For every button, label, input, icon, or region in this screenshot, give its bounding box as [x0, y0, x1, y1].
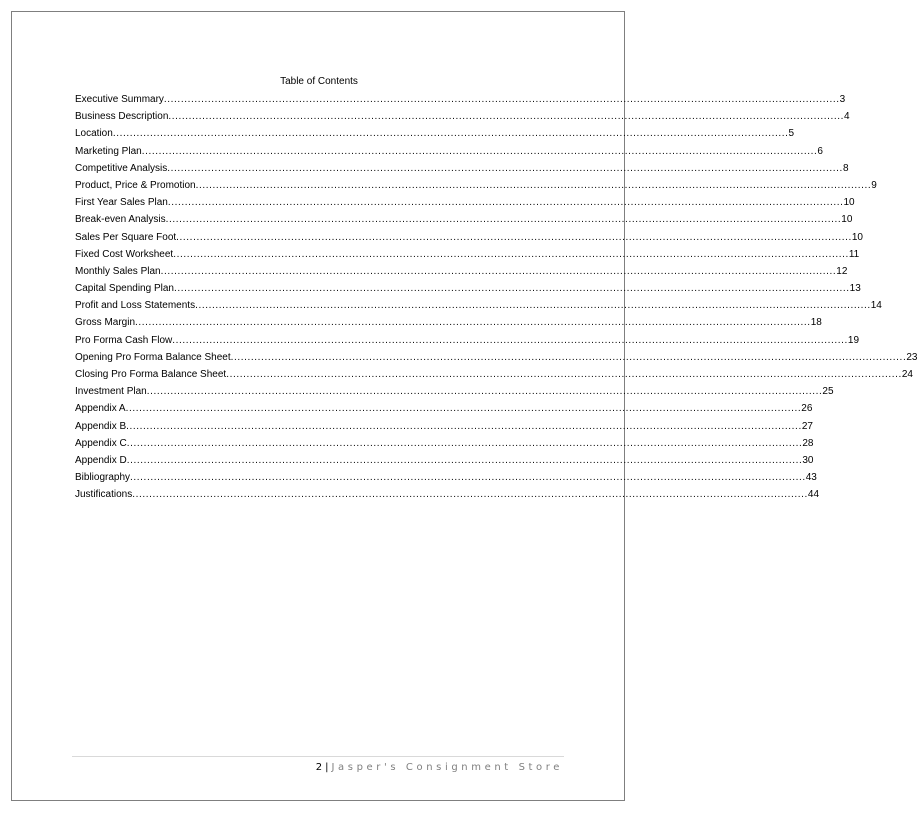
toc-entry-label: Break-even Analysis: [75, 214, 166, 226]
toc-entry-label: Sales Per Square Foot: [75, 231, 177, 243]
toc-leader-dots: ........................................................................................................................................................................................................: [125, 403, 802, 415]
toc-entry[interactable]: [75, 351, 917, 369]
toc-entry-label: Capital Spending Plan: [75, 283, 174, 295]
toc-entry-label: Executive Summary: [75, 94, 164, 105]
toc-entry-label: Gross Margin: [75, 317, 136, 329]
toc-leader-dots: ........................................................................................................................................................................................................: [126, 454, 803, 466]
toc-leader-dots: ........................................................................................................................................................................................................: [112, 128, 789, 140]
toc-entry[interactable]: [75, 489, 820, 506]
toc-entry-page: 10: [851, 231, 863, 243]
toc-leader-dots: ........................................................................................................................................................................................................: [168, 111, 845, 123]
toc-entry-page: 27: [801, 420, 813, 432]
toc-entry-page: 5: [788, 128, 795, 140]
toc-entry[interactable]: [75, 386, 834, 403]
toc-leader-dots: ........................................................................................................................................................................................................: [163, 94, 840, 105]
toc-entry[interactable]: [75, 94, 846, 111]
toc-title: Table of Contents: [280, 76, 358, 87]
footer-rule: [72, 756, 564, 757]
toc-leader-dots: ........................................................................................................................................................................................................: [195, 300, 871, 312]
toc-entry-label: Bibliography: [75, 472, 131, 484]
toc-entry[interactable]: [75, 420, 813, 438]
toc-entry[interactable]: [75, 300, 882, 317]
toc-entry-page: 44: [807, 489, 820, 501]
toc-entry[interactable]: [75, 231, 863, 249]
toc-entry-page: 28: [802, 437, 814, 449]
toc-entry[interactable]: [75, 197, 855, 214]
toc-leader-dots: ........................................................................................................................................................................................................: [130, 472, 806, 484]
toc-entry-page: 12: [836, 265, 848, 277]
toc-entry[interactable]: [75, 214, 853, 231]
toc-entry[interactable]: [75, 128, 795, 145]
toc-entry-label: First Year Sales Plan: [75, 197, 168, 209]
toc-entry-page: 24: [901, 369, 913, 380]
toc-entry[interactable]: [75, 334, 860, 352]
toc-entry-label: Justifications: [75, 489, 133, 501]
toc-entry-page: 43: [805, 472, 817, 484]
toc-leader-dots: ........................................................................................................................................................................................................: [172, 334, 848, 346]
toc-entry-page: 26: [801, 403, 813, 415]
toc-entry-label: Appendix C: [75, 437, 127, 449]
toc-entry-page: 30: [802, 454, 814, 466]
toc-leader-dots: ........................................................................................................................................................................................................: [126, 437, 803, 449]
toc-entry-label: Investment Plan: [75, 386, 147, 398]
toc-leader-dots: ........................................................................................................................................................................................................: [167, 162, 843, 174]
toc-leader-dots: ........................................................................................................................................................................................................: [126, 420, 802, 432]
footer-separator: |: [325, 762, 329, 773]
toc-entry[interactable]: [75, 454, 814, 472]
toc-entry-page: 13: [849, 283, 861, 295]
toc-entry-page: 11: [848, 248, 860, 260]
toc-entry[interactable]: [75, 369, 913, 386]
toc-entry-page: 9: [871, 179, 877, 191]
toc-leader-dots: ........................................................................................................................................................................................................: [226, 369, 902, 380]
toc-leader-dots: ........................................................................................................................................................................................................: [173, 248, 849, 260]
toc-entry-label: Business Description: [75, 111, 169, 123]
toc-entry-label: Marketing Plan: [75, 145, 142, 157]
toc-entry-page: 10: [841, 214, 853, 226]
toc-entry-label: Appendix A: [75, 403, 126, 415]
toc-entry-label: Profit and Loss Statements: [75, 300, 196, 312]
toc-list: [75, 94, 917, 507]
toc-entry-label: Appendix B: [75, 420, 127, 432]
toc-entry-label: Pro Forma Cash Flow: [75, 334, 173, 346]
toc-entry[interactable]: [75, 111, 850, 128]
toc-entry-page: 23: [906, 351, 917, 363]
toc-entry-label: Product, Price & Promotion: [75, 179, 196, 191]
toc-entry-label: Appendix D: [75, 454, 127, 466]
toc-entry-label: Closing Pro Forma Balance Sheet: [75, 369, 227, 380]
toc-leader-dots: ........................................................................................................................................................................................................: [195, 179, 872, 191]
toc-entry-page: 25: [822, 386, 834, 398]
toc-entry-page: 14: [870, 300, 882, 312]
toc-entry-page: 6: [817, 145, 823, 157]
footer-document-title: Jasper's Consignment Store: [331, 762, 563, 773]
toc-entry-label: Competitive Analysis: [75, 162, 168, 174]
toc-leader-dots: ........................................................................................................................................................................................................: [132, 489, 808, 501]
page-footer: [316, 762, 563, 773]
toc-leader-dots: ........................................................................................................................................................................................................: [173, 283, 850, 295]
toc-leader-dots: ........................................................................................................................................................................................................: [135, 317, 811, 329]
toc-entry-label: Fixed Cost Worksheet: [75, 248, 174, 260]
toc-entry-page: 10: [843, 197, 855, 209]
toc-leader-dots: ........................................................................................................................................................................................................: [167, 197, 844, 209]
toc-entry-label: Opening Pro Forma Balance Sheet: [75, 351, 231, 363]
toc-entry[interactable]: [75, 248, 860, 266]
toc-leader-dots: ........................................................................................................................................................................................................: [165, 214, 842, 226]
toc-entry-page: 8: [842, 162, 849, 174]
toc-leader-dots: ........................................................................................................................................................................................................: [141, 145, 818, 157]
footer-page-number: 2: [315, 762, 323, 773]
toc-leader-dots: ........................................................................................................................................................................................................: [176, 231, 852, 243]
toc-entry[interactable]: [75, 437, 814, 455]
toc-entry[interactable]: [75, 283, 861, 300]
toc-entry-label: Monthly Sales Plan: [75, 265, 161, 277]
toc-entry-page: 18: [810, 317, 822, 329]
toc-leader-dots: ........................................................................................................................................................................................................: [146, 386, 823, 398]
toc-entry[interactable]: [75, 145, 823, 163]
toc-entry[interactable]: [75, 472, 817, 489]
toc-leader-dots: ........................................................................................................................................................................................................: [160, 265, 837, 277]
toc-entry[interactable]: [75, 179, 877, 197]
toc-entry-label: Location: [75, 128, 113, 140]
toc-entry-page: 3: [839, 94, 846, 105]
toc-leader-dots: ........................................................................................................................................................................................................: [230, 351, 907, 363]
toc-entry[interactable]: [75, 403, 813, 420]
toc-entry-page: 19: [847, 334, 860, 346]
toc-entry[interactable]: [75, 162, 849, 180]
toc-entry[interactable]: [75, 317, 822, 334]
toc-entry[interactable]: [75, 265, 848, 283]
toc-entry-page: 4: [844, 111, 850, 123]
